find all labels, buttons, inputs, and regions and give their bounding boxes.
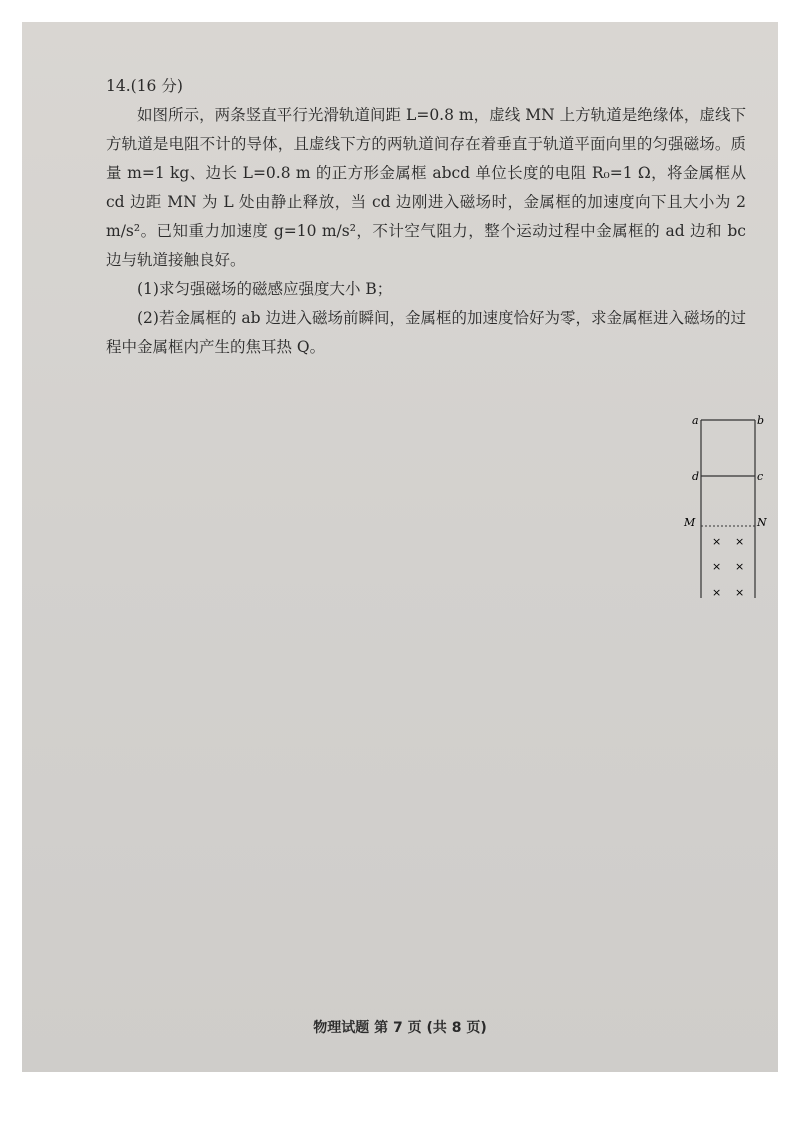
rail-frame-diagram (682, 412, 772, 612)
question-text: 如图所示，两条竖直平行光滑轨道间距 L=0.8 m，虚线 MN 上方轨道是绝缘体，虚线下方轨道是电阻不计的导体，且虚线下方的两轨道间存在着垂直于轨道平面向里的匀强磁场。质量 m=1 kg、边长 L=0.8 m 的正方形金属框 abcd 单位长度的电阻 R₀=1 Ω，将金属框从 cd 边距 MN 为 L 处由静止释放，当 cd 边刚进入磁场时，金属框的加速度向下且大小为 2 m/s²。已知重力加速度 g=10 m/s²，不计空气阻力，整个运动过程中金属框的 ad 边和 bc 边与轨道接触良好。 (106, 106, 746, 269)
page-footer: 物理试题 第 7 页 (共 8 页) (313, 1020, 487, 1036)
field-cross: × (735, 535, 745, 548)
exam-page (22, 22, 778, 1072)
field-cross: × (735, 586, 745, 599)
label-d: d (692, 470, 700, 483)
label-b: b (757, 414, 765, 427)
sub-question-1: (1)求匀强磁场的磁感应强度大小 B； (137, 280, 393, 298)
question-header: 14.(16 分) (106, 77, 183, 95)
label-m: M (684, 516, 696, 529)
field-cross: × (735, 560, 745, 573)
field-cross: × (712, 586, 722, 599)
question-block (106, 72, 746, 362)
field-cross: × (712, 535, 722, 548)
label-c: c (757, 470, 764, 483)
sub-question-2: (2)若金属框的 ab 边进入磁场前瞬间，金属框的加速度恰好为零，求金属框进入磁场的过程中金属框内产生的焦耳热 Q。 (106, 309, 746, 356)
label-n: N (757, 516, 767, 529)
field-cross: × (712, 560, 722, 573)
label-a: a (692, 414, 699, 427)
